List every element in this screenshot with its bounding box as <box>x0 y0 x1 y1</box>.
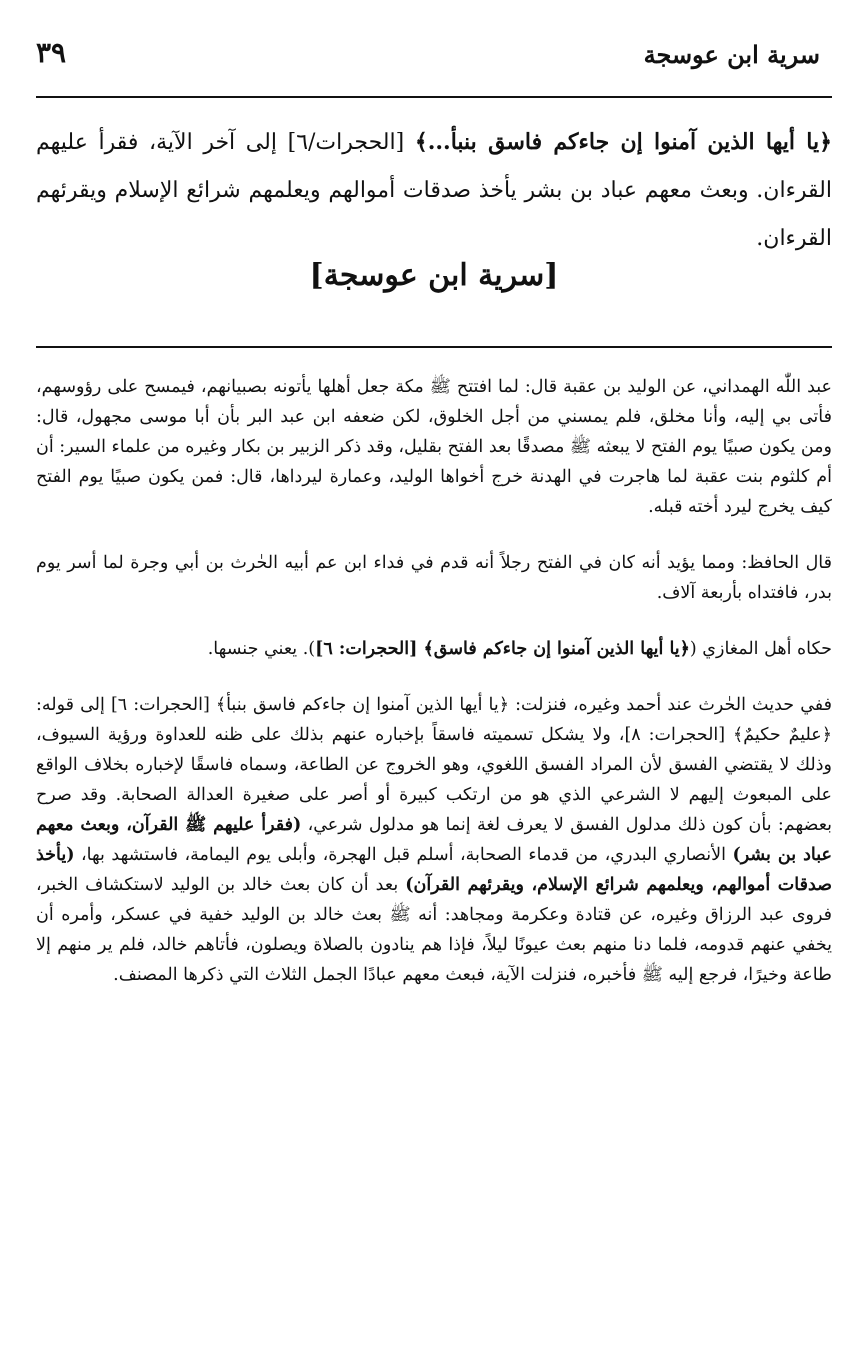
footnote-4-part-d: بعد أن كان بعث خالد بن الوليد لاستكشاف الخبر، فروى عبد الرزاق وغيره، عن قتادة وعكرمة ومجاهد: أنه ﷺ بعث خالد بن الوليد خفية في عسكر، وأمره أن يخفي عنهم قدومه، فلما دنا منهم بعث عيونًا ليلاً، فإذا هم ينادون بالصلاة ويصلون، فأتاهم خالد، فلم ير منهم إلا طاعة وخيرًا، فرجع إليه ﷺ فأخبره، فنزلت الآية، فبعث معهم عبادًا الجمل الثلاث التي ذكرها المصنف. <box>36 875 832 985</box>
footnote-4-bold-1: (فقرأ عليهم ﷺ القرآن، وبعث معهم عباد بن بشر) <box>36 815 832 865</box>
quran-citation: [الحجرات/٦] <box>276 130 415 155</box>
footnote-3-pre: حكاه أهل المغازي ( <box>689 639 832 659</box>
section-heading: [سرية ابن عوسجة] <box>309 258 559 293</box>
footnote-3-post: ). يعني جنسها. <box>207 639 316 659</box>
footnote-4-part-a: ففي حديث الحٰرث عند أحمد وغيره، فنزلت: ﴿يا أيها الذين آمنوا إن جاءكم فاسق بنبأ﴾ [الحجرات: ٦] إلى قوله: ﴿عليمٌ حكيمٌ﴾ [الحجرات: ٨]، ولا يشكل تسميته فاسقاً بإخباره عنهم بذلك على ظنه للعداوة ورؤية السيوف، وذلك لا يقتضي الفسق لأن المراد الفسق اللغوي، وهو الخروج عن الطاعة، وسماه فاسقًا لإخباره بخلاف الواقع على المبعوث إليهم لا الشرعي الذي هو من ارتكب كبيرة أو أصر على صغيرة العدالة الصحابة. وقد صرح بعضهم: بأن كون ذلك مدلول الفسق لا يعرف لغة إنما هو مدلول شرعي، <box>36 695 833 835</box>
page-number: ٣٩ <box>36 36 67 69</box>
footnote-paragraph-2: قال الحافظ: ومما يؤيد أنه كان في الفتح رجلاً أنه قدم في فداء ابن عم أبيه الحٰرث بن أبي وجرة لما أسر يوم بدر، فافتداه بأربعة آلاف. <box>36 553 832 603</box>
footnote-4-bold-2: (يأخذ صدقات أموالهم، ويعلمهم شرائع الإسلام، ويقرئهم القرآن) <box>36 845 832 895</box>
header-rule <box>36 96 832 98</box>
footnote-3-quote: ﴿يا أيها الذين آمنوا إن جاءكم فاسق﴾ [الحجرات: ٦] <box>315 639 690 659</box>
footnote-4-part-c: الأنصاري البدري، من قدماء الصحابة، أسلم قبل الهجرة، وأبلى يوم اليمامة، فاستشهد بها، <box>74 845 733 865</box>
footnote-paragraph-3 <box>36 634 832 664</box>
quran-quote: ﴿يا أيها الذين آمنوا إن جاءكم فاسق بنبأ...﴾ <box>414 129 832 155</box>
footnote-paragraph-1: عبد اللّٰه الهمداني، عن الوليد بن عقبة قال: لما افتتح ﷺ مكة جعل أهلها يأتونه بصبيانهم، فيمسح على رؤوسهم، فأتى بي إليه، وأنا مخلق، فلم يمسني من أجل الخلوق، لكن ضعفه ابن عبد البر بأن أبا موسى مجهول، قال: ومن يكون صبيًا يوم الفتح لا يبعثه ﷺ مصدقًا بعد الفتح بقليل، وقد ذكر الزبير بن بكار وغيره من علماء السير: أن أم كلثوم بنت عقبة لما هاجرت في الهدنة خرج أخواها الوليد، وعمارة ليرداها، قال: فمن يكون صبيًا يوم الفتح كيف يخرج ليرد أخته قبله. <box>36 377 832 517</box>
running-header-title: سرية ابن عوسجة <box>643 40 820 69</box>
main-text <box>36 118 832 263</box>
footnotes <box>36 372 832 1016</box>
footnote-rule <box>36 346 832 348</box>
main-paragraph: إلى آخر الآية، فقرأ عليهم القرءان. وبعث معهم عباد بن بشر يأخذ صدقات أموالهم ويعلمهم شرائع الإسلام ويقرئهم القرءان. <box>36 130 832 251</box>
footnote-paragraph-4 <box>36 690 832 990</box>
